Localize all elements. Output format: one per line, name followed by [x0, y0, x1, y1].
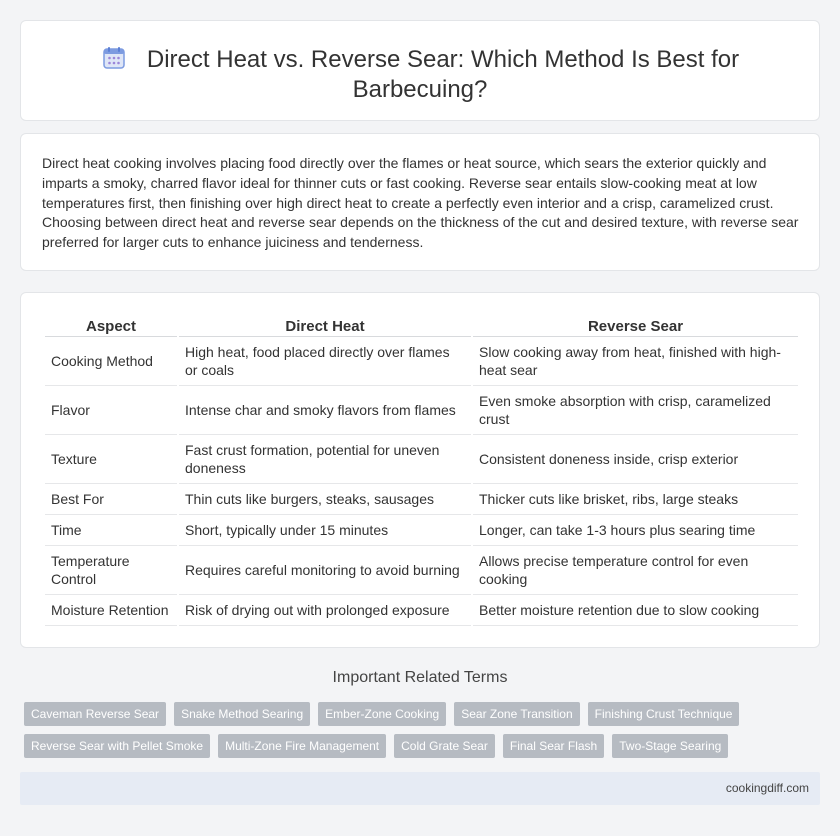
- table-row: [45, 546, 798, 595]
- table-cell: Flavor: [45, 386, 177, 435]
- table-cell: Time: [45, 515, 177, 546]
- tag-caveman-reverse-sear[interactable]: Caveman Reverse Sear: [24, 702, 166, 726]
- table-row: [45, 515, 798, 546]
- header-aspect: Aspect: [45, 313, 177, 337]
- table-cell: Best For: [45, 484, 177, 515]
- tag-reverse-sear-pellet-smoke[interactable]: Reverse Sear with Pellet Smoke: [24, 734, 210, 758]
- intro-card: [20, 133, 820, 271]
- related-terms-list: [24, 702, 804, 766]
- table-cell: Consistent doneness inside, crisp exterior: [473, 435, 798, 484]
- tag-two-stage-searing[interactable]: Two-Stage Searing: [612, 734, 728, 758]
- table-cell: Moisture Retention: [45, 595, 177, 626]
- title-line-2: Barbecuing?: [352, 76, 488, 103]
- table-cell: Texture: [45, 435, 177, 484]
- tag-snake-method-searing[interactable]: Snake Method Searing: [174, 702, 310, 726]
- table-cell: High heat, food placed directly over flames or coals: [179, 337, 471, 386]
- table-row: [45, 484, 798, 515]
- table-cell: Even smoke absorption with crisp, caramelized crust: [473, 386, 798, 435]
- table-cell: Requires careful monitoring to avoid burning: [179, 546, 471, 595]
- tag-sear-zone-transition[interactable]: Sear Zone Transition: [454, 702, 579, 726]
- comparison-table: [43, 313, 800, 626]
- intro-paragraph: Direct heat cooking involves placing food directly over the flames or heat source, which sears the exterior quickly and imparts a smoky, charred flavor ideal for thinner cuts or fast cooking. Reverse sear entails slow-cooking meat at low temperatures first, then finishing over high direct heat to create a perfectly even interior and a crisp, caramelized crust. Choosing between direct heat and reverse sear depends on the thickness of the cut and desired texture, with reverse sear preferred for larger cuts to enhance juiciness and tenderness.: [42, 155, 799, 251]
- footer: [20, 772, 820, 805]
- tag-finishing-crust-technique[interactable]: Finishing Crust Technique: [588, 702, 740, 726]
- related-terms-heading: Important Related Terms: [332, 669, 508, 686]
- title-line-1: Direct Heat vs. Reverse Sear: Which Method Is Best for: [146, 46, 740, 73]
- table-row: [45, 435, 798, 484]
- tag-final-sear-flash[interactable]: Final Sear Flash: [503, 734, 604, 758]
- comparison-card: [20, 292, 820, 648]
- tag-cold-grate-sear[interactable]: Cold Grate Sear: [394, 734, 495, 758]
- table-cell: Intense char and smoky flavors from flames: [179, 386, 471, 435]
- table-cell: Thicker cuts like brisket, ribs, large steaks: [473, 484, 798, 515]
- table-cell: Longer, can take 1-3 hours plus searing time: [473, 515, 798, 546]
- table-row: [45, 337, 798, 386]
- footer-site-link[interactable]: cookingdiff.com: [725, 781, 809, 795]
- page-title: [21, 45, 819, 105]
- table-row: [45, 595, 798, 626]
- table-cell: Thin cuts like burgers, steaks, sausages: [179, 484, 471, 515]
- tag-multi-zone-fire-management[interactable]: Multi-Zone Fire Management: [218, 734, 386, 758]
- table-cell: Better moisture retention due to slow cooking: [473, 595, 798, 626]
- table-cell: Fast crust formation, potential for uneven doneness: [179, 435, 471, 484]
- table-row: [45, 386, 798, 435]
- header-direct-heat: Direct Heat: [179, 313, 471, 337]
- table-cell: Allows precise temperature control for even cooking: [473, 546, 798, 595]
- table-header-row: [45, 313, 798, 337]
- table-cell: Risk of drying out with prolonged exposure: [179, 595, 471, 626]
- calendar-icon: [101, 45, 127, 71]
- table-cell: Slow cooking away from heat, finished with high-heat sear: [473, 337, 798, 386]
- tag-ember-zone-cooking[interactable]: Ember-Zone Cooking: [318, 702, 446, 726]
- table-cell: Short, typically under 15 minutes: [179, 515, 471, 546]
- title-card: [20, 20, 820, 121]
- table-cell: Temperature Control: [45, 546, 177, 595]
- header-reverse-sear: Reverse Sear: [473, 313, 798, 337]
- table-cell: Cooking Method: [45, 337, 177, 386]
